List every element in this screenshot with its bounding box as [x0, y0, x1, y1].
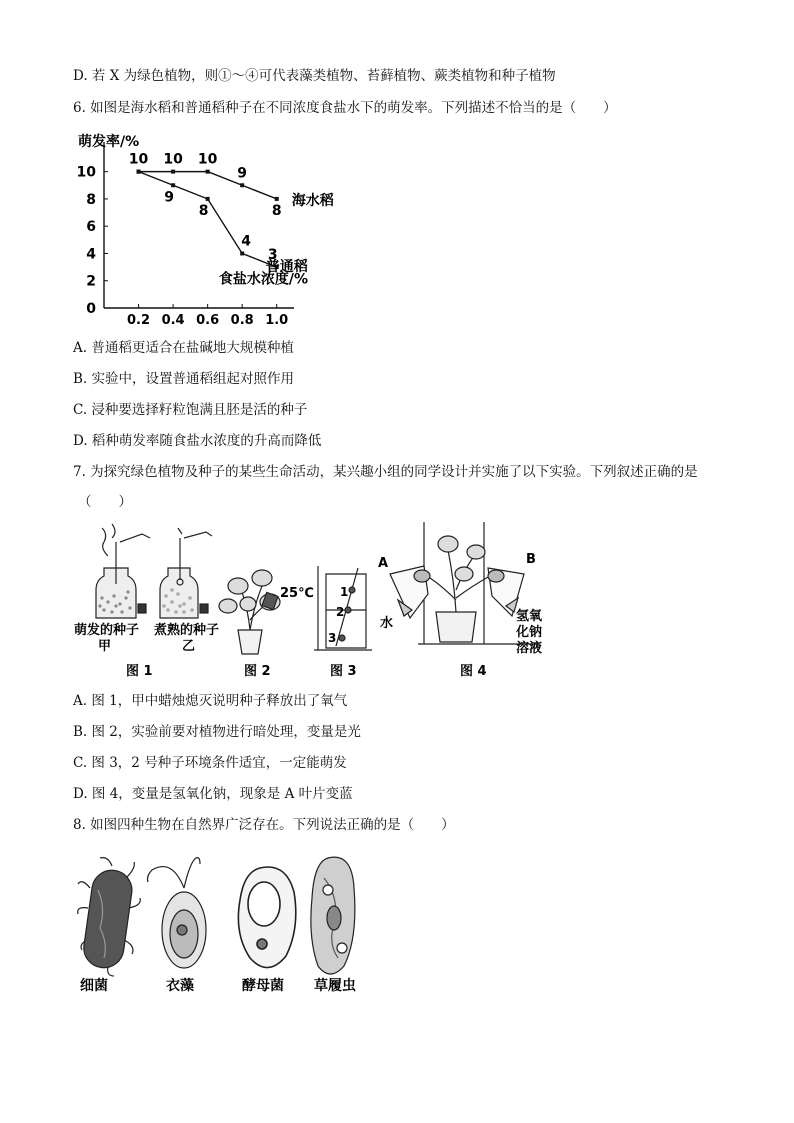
x-tick-label: 0.4: [161, 313, 185, 328]
fig2-plant: [219, 570, 280, 654]
data-point: [206, 170, 210, 174]
x-axis-label: 食盐水浓度/%: [218, 271, 308, 288]
data-point: [171, 170, 175, 174]
series-name: 普通稻: [265, 259, 308, 276]
bacterium-drawing: [78, 858, 141, 976]
data-point: [206, 197, 210, 201]
fig1-label-jia-seed: 萌发的种子: [74, 623, 140, 638]
data-point: [275, 197, 279, 201]
data-label: 4: [241, 233, 252, 250]
fig3-num-1: 1: [340, 585, 349, 599]
data-label: 10: [163, 151, 183, 168]
data-label: 3: [267, 247, 278, 264]
q7-stem-bracket: （ ）: [78, 494, 132, 510]
fig1-jar-yi: [160, 528, 212, 618]
q7-stem: 7. 为探究绿色植物及种子的某些生命活动，某兴趣小组的同学设计并实施了以下实验。下列叙述正确的是: [73, 464, 698, 480]
data-label: 10: [128, 151, 149, 168]
data-point: [240, 183, 244, 187]
q7-option-b: B. 图 2，实验前要对植物进行暗处理，变量是光: [73, 724, 361, 740]
fig4-label-naoh-1: 氢氧: [516, 609, 543, 624]
q6-stem: 6. 如图是海水稻和普通稻种子在不同浓度食盐水下的萌发率。下列描述不恰当的是（ ）: [73, 100, 617, 116]
y-tick-label: 6: [86, 219, 96, 236]
salinity-germination-chart: [72, 128, 334, 328]
data-label: 9: [237, 165, 248, 182]
x-tick-label: 0.6: [196, 313, 220, 328]
fig4-label-a: A: [378, 556, 389, 571]
q6-option-a: A. 普通稻更适合在盐碱地大规模种植: [73, 340, 294, 356]
data-point: [171, 183, 175, 187]
q8-stem: 8. 如图四种生物在自然界广泛存在。下列说法正确的是（ ）: [73, 817, 455, 833]
yeast-drawing: [238, 867, 295, 968]
data-label: 8: [271, 202, 282, 219]
fig1-label-jia: 甲: [98, 639, 112, 654]
data-point: [240, 251, 244, 255]
y-tick-label: 2: [86, 273, 96, 290]
y-axis-label: 萌发率/%: [78, 134, 140, 150]
fig2-temperature: 25℃: [280, 586, 314, 601]
x-tick-label: 0.8: [230, 313, 254, 328]
data-label: 8: [198, 202, 209, 219]
label-bacteria: 细菌: [80, 978, 108, 994]
fig1-caption: 图 1: [126, 664, 153, 679]
paramecium-drawing: [311, 857, 355, 974]
q7-experiment-figures: [72, 520, 552, 685]
fig3-num-3: 3: [328, 631, 337, 645]
y-tick-label: 10: [76, 164, 96, 181]
chlamydomonas-drawing: [148, 858, 207, 968]
q6-option-d: D. 稻种萌发率随食盐水浓度的升高而降低: [73, 433, 322, 449]
q6-option-b: B. 实验中，设置普通稻组起对照作用: [73, 371, 295, 387]
series-line-1: [139, 172, 277, 267]
x-tick-label: 1.0: [265, 313, 289, 328]
y-tick-label: 0: [86, 301, 96, 317]
series-name: 海水稻: [291, 192, 334, 209]
label-paramecium: 草履虫: [314, 978, 356, 994]
fig1-label-yi: 乙: [182, 639, 196, 654]
fig4-caption: 图 4: [460, 664, 487, 679]
fig4-label-b: B: [526, 552, 536, 567]
data-label: 10: [197, 151, 218, 168]
fig4-label-naoh-3: 溶液: [516, 641, 543, 656]
fig2-caption: 图 2: [244, 664, 271, 679]
q7-option-c: C. 图 3，2 号种子环境条件适宜，一定能萌发: [73, 755, 347, 771]
series-line-0: [139, 172, 277, 199]
fig1-label-yi-seed: 煮熟的种子: [154, 623, 220, 638]
q5-option-d: D. 若 X 为绿色植物，则①～④可代表藻类植物、苔藓植物、蕨类植物和种子植物: [73, 68, 556, 84]
fig4-label-naoh-2: 化钠: [516, 625, 543, 640]
label-yeast: 酵母菌: [242, 978, 284, 994]
fig3-caption: 图 3: [330, 664, 357, 679]
fig3-num-2: 2: [336, 605, 345, 619]
x-tick-label: 0.2: [127, 313, 151, 328]
label-chlamydomonas: 衣藻: [166, 978, 194, 994]
q8-organisms-figure: [72, 848, 372, 998]
q7-option-a: A. 图 1，甲中蜡烛熄灭说明种子释放出了氧气: [73, 693, 348, 709]
y-tick-label: 4: [86, 246, 96, 263]
data-label: 9: [164, 189, 174, 206]
fig1-jar-jia: [96, 524, 150, 618]
y-tick-label: 8: [86, 191, 96, 208]
q6-option-c: C. 浸种要选择籽粒饱满且胚是活的种子: [73, 402, 308, 418]
q7-option-d: D. 图 4，变量是氢氧化钠，现象是 A 叶片变蓝: [73, 786, 353, 802]
fig4-label-water: 水: [380, 616, 394, 631]
data-point: [137, 170, 141, 174]
